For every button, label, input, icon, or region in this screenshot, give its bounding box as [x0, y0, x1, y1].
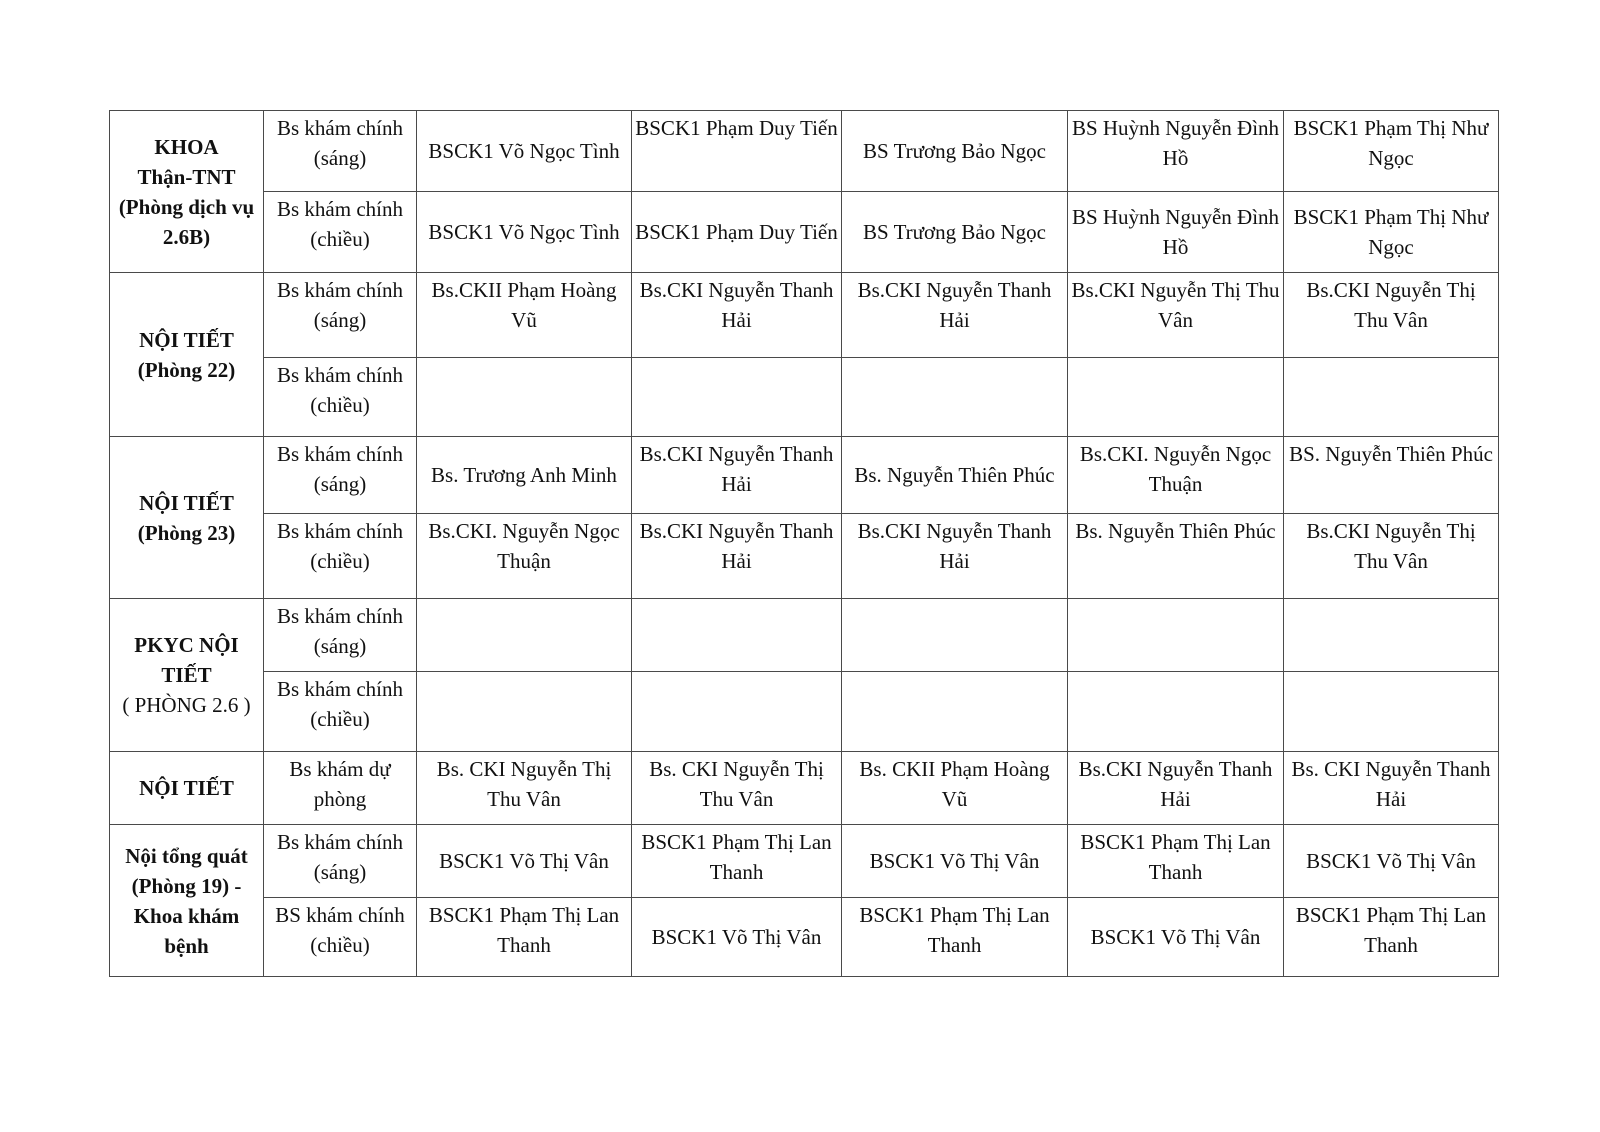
- doctor-cell: Bs. CKI Nguyễn Thị Thu Vân: [632, 752, 842, 825]
- table-row: [110, 825, 1499, 898]
- department-line: (Phòng 19) -: [131, 873, 242, 898]
- doctor-cell: [842, 599, 1068, 672]
- doctor-cell: Bs. Trương Anh Minh: [417, 437, 632, 514]
- department-cell: [110, 825, 264, 977]
- doctor-cell: [1068, 672, 1284, 752]
- doctor-cell: [1284, 599, 1499, 672]
- slot-cell: BS khám chính (chiều): [264, 898, 417, 977]
- department-line: (Phòng 22): [137, 357, 236, 382]
- doctor-cell: Bs.CKI. Nguyễn Ngọc Thuận: [417, 514, 632, 599]
- department-line: TIẾT: [161, 663, 212, 687]
- doctor-cell: BSCK1 Phạm Thị Lan Thanh: [1284, 898, 1499, 977]
- doctor-cell: BSCK1 Võ Thị Vân: [417, 825, 632, 898]
- doctor-cell: BS. Nguyễn Thiên Phúc: [1284, 437, 1499, 514]
- doctor-cell: [417, 358, 632, 437]
- department-line: (Phòng dịch vụ: [118, 194, 255, 219]
- slot-cell: Bs khám chính (sáng): [264, 273, 417, 358]
- doctor-cell: Bs.CKI Nguyễn Thanh Hải: [842, 514, 1068, 599]
- doctor-cell: Bs.CKI Nguyễn Thanh Hải: [842, 273, 1068, 358]
- doctor-cell: BSCK1 Võ Thị Vân: [1284, 825, 1499, 898]
- doctor-cell: BS Huỳnh Nguyễn Đình Hồ: [1068, 192, 1284, 273]
- table-row: [110, 192, 1499, 273]
- slot-cell: Bs khám chính (sáng): [264, 825, 417, 898]
- doctor-cell: BSCK1 Phạm Thị Lan Thanh: [632, 825, 842, 898]
- department-line: NỘI TIẾT: [139, 490, 234, 515]
- table-row: [110, 358, 1499, 437]
- doctor-cell: [842, 358, 1068, 437]
- doctor-cell: BSCK1 Võ Thị Vân: [632, 898, 842, 977]
- doctor-cell: [1068, 599, 1284, 672]
- doctor-cell: Bs.CKI Nguyễn Thị Thu Vân: [1284, 273, 1499, 358]
- department-line: Khoa khám: [133, 903, 240, 928]
- doctor-cell: [842, 672, 1068, 752]
- department-cell: [110, 273, 264, 437]
- doctor-cell: BSCK1 Võ Thị Vân: [842, 825, 1068, 898]
- table-row: [110, 672, 1499, 752]
- department-cell: [110, 111, 264, 273]
- department-cell: [110, 752, 264, 825]
- department-line: bệnh: [164, 933, 209, 958]
- doctor-cell: [632, 672, 842, 752]
- doctor-cell: [1284, 672, 1499, 752]
- doctor-cell: BSCK1 Võ Ngọc Tình: [417, 111, 632, 192]
- doctor-schedule-table: [109, 110, 1499, 977]
- table-row: [110, 437, 1499, 514]
- department-line: KHOA: [154, 134, 219, 159]
- slot-cell: Bs khám chính (chiều): [264, 514, 417, 599]
- slot-cell: Bs khám dự phòng: [264, 752, 417, 825]
- doctor-cell: Bs.CKI Nguyễn Thanh Hải: [632, 437, 842, 514]
- doctor-cell: BSCK1 Võ Ngọc Tình: [417, 192, 632, 273]
- doctor-cell: Bs. CKII Phạm Hoàng Vũ: [842, 752, 1068, 825]
- doctor-cell: BSCK1 Phạm Thị Lan Thanh: [417, 898, 632, 977]
- doctor-cell: BS Huỳnh Nguyễn Đình Hồ: [1068, 111, 1284, 192]
- table-row: [110, 752, 1499, 825]
- doctor-cell: BSCK1 Phạm Thị Lan Thanh: [842, 898, 1068, 977]
- slot-cell: Bs khám chính (sáng): [264, 111, 417, 192]
- doctor-cell: BSCK1 Phạm Thị Lan Thanh: [1068, 825, 1284, 898]
- slot-cell: Bs khám chính (chiều): [264, 672, 417, 752]
- doctor-cell: [417, 672, 632, 752]
- slot-cell: Bs khám chính (chiều): [264, 358, 417, 437]
- doctor-cell: Bs.CKI Nguyễn Thanh Hải: [1068, 752, 1284, 825]
- slot-cell: Bs khám chính (chiều): [264, 192, 417, 273]
- doctor-cell: BSCK1 Phạm Thị Như Ngọc: [1284, 192, 1499, 273]
- doctor-cell: BS Trương Bảo Ngọc: [842, 111, 1068, 192]
- doctor-cell: Bs. Nguyễn Thiên Phúc: [842, 437, 1068, 514]
- department-line: Thận-TNT: [137, 164, 236, 189]
- doctor-cell: [1284, 358, 1499, 437]
- department-line: Nội tổng quát: [125, 843, 248, 868]
- table-row: [110, 514, 1499, 599]
- table-row: [110, 111, 1499, 192]
- department-line: 2.6B): [162, 224, 211, 249]
- doctor-cell: BSCK1 Phạm Duy Tiến: [632, 111, 842, 192]
- department-line: NỘI TIẾT: [139, 327, 234, 352]
- doctor-cell: [632, 599, 842, 672]
- department-line: (Phòng 23): [137, 520, 236, 545]
- doctor-cell: Bs. CKI Nguyễn Thanh Hải: [1284, 752, 1499, 825]
- slot-cell: Bs khám chính (sáng): [264, 437, 417, 514]
- doctor-cell: BSCK1 Phạm Thị Như Ngọc: [1284, 111, 1499, 192]
- doctor-cell: Bs. Nguyễn Thiên Phúc: [1068, 514, 1284, 599]
- doctor-cell: Bs.CKI. Nguyễn Ngọc Thuận: [1068, 437, 1284, 514]
- doctor-cell: [417, 599, 632, 672]
- department-line: ( PHÒNG 2.6 ): [122, 693, 251, 717]
- doctor-cell: [632, 358, 842, 437]
- department-line: NỘI TIẾT: [139, 776, 234, 800]
- doctor-cell: Bs. CKI Nguyễn Thị Thu Vân: [417, 752, 632, 825]
- table-row: [110, 898, 1499, 977]
- doctor-cell: BSCK1 Võ Thị Vân: [1068, 898, 1284, 977]
- doctor-cell: BSCK1 Phạm Duy Tiến: [632, 192, 842, 273]
- doctor-cell: BS Trương Bảo Ngọc: [842, 192, 1068, 273]
- doctor-cell: [1068, 358, 1284, 437]
- doctor-cell: Bs.CKI Nguyễn Thanh Hải: [632, 514, 842, 599]
- table-row: [110, 273, 1499, 358]
- doctor-cell: Bs.CKI Nguyễn Thị Thu Vân: [1068, 273, 1284, 358]
- doctor-cell: Bs.CKI Nguyễn Thị Thu Vân: [1284, 514, 1499, 599]
- doctor-cell: Bs.CKI Nguyễn Thanh Hải: [632, 273, 842, 358]
- slot-cell: Bs khám chính (sáng): [264, 599, 417, 672]
- department-cell: [110, 437, 264, 599]
- department-line: PKYC NỘI: [134, 633, 239, 657]
- doctor-cell: Bs.CKII Phạm Hoàng Vũ: [417, 273, 632, 358]
- table-row: [110, 599, 1499, 672]
- department-cell: [110, 599, 264, 752]
